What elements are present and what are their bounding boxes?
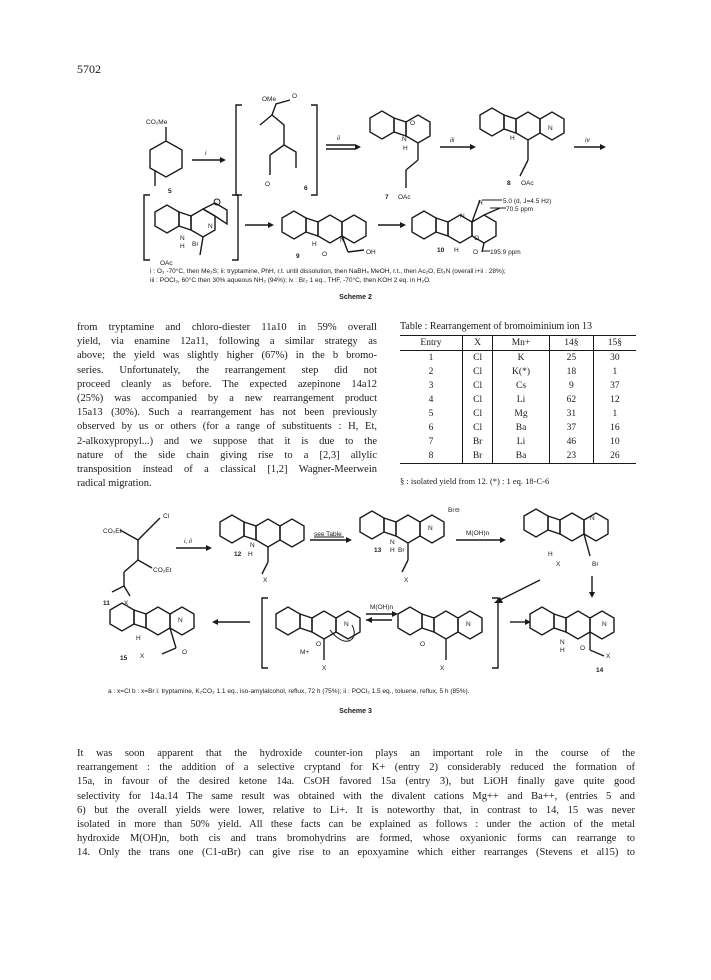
table-cell: Cl [462, 379, 492, 393]
label-co2et-a: CO₂Et [103, 528, 122, 535]
text-line: 6) but the overall yields were lower, relative to Li+. It is noteworthy that, in contrast to 14, 15 was never [77, 804, 635, 816]
label-compound-14: 14 [596, 667, 604, 674]
label-n-int: N [208, 223, 213, 230]
label-o-bottom: O [265, 181, 271, 188]
table-header-cell: Entry [400, 336, 462, 351]
label-h-int3: H [548, 551, 553, 558]
label-h-14: H [560, 647, 565, 654]
label-h-15: H [136, 635, 141, 642]
label-h-7: H [403, 145, 408, 152]
text-line: rearrangement : the addition of a selective cryptand for K+ (entry 2) considerably reduced the formation of [77, 762, 635, 774]
table-cell: Cl [462, 421, 492, 435]
text-line: from tryptamine and chloro-diester 11a10 in 59% overall [77, 322, 377, 333]
table-cell: 8 [400, 449, 462, 464]
text-line: proceed cleanly as before. The expected azepinone 14a12 [77, 378, 377, 390]
page-number: 5702 [77, 62, 101, 76]
table-cell: 1 [593, 407, 636, 421]
text-line: isolated in more than 50% yield. All these facts can be explained as follows : under the action of the metal [77, 819, 635, 831]
table-cell: 10 [593, 435, 636, 449]
table-cell: 31 [549, 407, 593, 421]
scheme-3-title: Scheme 3 [339, 708, 372, 715]
scheme-2-caption-line-1: i : O₃ -70°C, then Me₂S; ii: tryptamine, PhH, r.t. until dissolution, then NaBH₄ MeOH, r.t., then Ac₂O, Et₃N (overall i+ii : 28%); [150, 268, 506, 275]
bracketed-oxyanions [262, 598, 498, 672]
label-o-7: O [410, 120, 416, 127]
label-x-11: X [124, 600, 129, 607]
label-compound-10: 10 [437, 247, 445, 254]
label-h-10b: H [454, 247, 459, 254]
table-cell: 9 [549, 379, 593, 393]
text-line: observed by us or others (for a range of substituents : H, Et, [77, 421, 377, 433]
label-o-10b: O [473, 249, 479, 256]
table-cell: 12 [593, 393, 636, 407]
label-n-central2: N [466, 621, 471, 628]
label-compound-9: 9 [296, 253, 300, 260]
label-o-14: O [580, 645, 586, 652]
label-compound-5: 5 [168, 188, 172, 195]
table-cell: Ba [493, 449, 550, 464]
table-cell: Cl [462, 365, 492, 379]
label-o-15: O [182, 649, 188, 656]
label-br-int: Br [192, 241, 199, 248]
label-h-12: H [248, 551, 253, 558]
label-n-14: N [602, 621, 607, 628]
table-cell: K(*) [493, 365, 550, 379]
table-cell: 1 [428, 353, 434, 363]
moh-label-2: M(OH)n [370, 604, 394, 611]
label-n-central: N [344, 621, 349, 628]
text-line: above; the yield was slightly higher (67%) in the b bromo- [77, 350, 377, 362]
table-cell: 5 [428, 409, 434, 419]
table-header-cell: 15§ [593, 336, 636, 351]
paragraph-2 [77, 747, 635, 861]
text-line: series. Unfortunately, the rearrangement step did not [77, 364, 377, 376]
table-cell: Br [462, 449, 492, 464]
label-h-13: H [390, 547, 395, 554]
label-n-int3: N [590, 515, 595, 522]
table-cell: Cl [462, 407, 492, 421]
label-ome: OMe [262, 96, 277, 103]
label-o-top: O [292, 93, 298, 100]
moh-label-1: M(OH)n [466, 530, 490, 537]
label-n-12: N [250, 542, 255, 549]
label-br-anion: Br⊖ [448, 507, 460, 514]
table-header-cell: Mn+ [493, 336, 550, 351]
label-x-12: X [263, 577, 268, 584]
scheme-3-caption: a : x=Cl b : x=Br i: tryptamine, K₂CO₃ 1.1 eq., iso-amylalcohol, reflux, 72 h (75%); ii : POCl₃ 1.5 eq., toluene, reflux, 5 h (85%). [108, 688, 470, 695]
compound-11 [103, 513, 172, 607]
label-co2me: CO₂Me [146, 119, 168, 126]
table-title: Table : Rearrangement of bromoiminium ion 13 [400, 321, 593, 332]
arrow-ii-label: ii [337, 135, 340, 142]
arrow-i-label: i [205, 150, 207, 157]
arrow-i-ii-label: i, ii [184, 538, 192, 545]
table-cell: Br [462, 435, 492, 449]
table-cell: Ba [493, 421, 550, 435]
label-h-10: H [478, 200, 483, 207]
label-compound-13: 13 [374, 547, 382, 554]
label-x-int3: X [556, 561, 561, 568]
label-n-13: N [428, 525, 433, 532]
table-cell: 2 [428, 367, 434, 377]
label-compound-12: 12 [234, 551, 242, 558]
table-footnote: § : isolated yield from 12. (*) : 1 eq. 18-C-6 [400, 476, 550, 486]
text-line: 15a, in favour of the desired ketone 14a. CsOH favored 15a (entry 3), but LiOH finally gave quite good [77, 776, 635, 788]
label-co2et-b: CO₂Et [153, 567, 172, 574]
table-cell: 26 [593, 449, 636, 464]
text-line: yield, via enamine 12a11, following a similar strategy as [77, 336, 377, 348]
label-o-central: O [316, 641, 322, 648]
label-br-int3: Br [592, 561, 599, 568]
table-cell: 18 [549, 365, 593, 379]
table-cell: 37 [549, 421, 593, 435]
label-x-13: X [404, 577, 409, 584]
label-x-14: X [606, 653, 611, 660]
table-cell: 4 [428, 395, 434, 405]
label-n-15: N [178, 617, 183, 624]
table-cell: 1 [593, 365, 636, 379]
label-nmr-2: 70.5 ppm [506, 206, 534, 213]
label-oh-9: OH [366, 249, 376, 256]
text-line: nature of the side chain giving rise to a [2,3] allylic [77, 449, 377, 461]
compound-14 [530, 607, 614, 674]
arrow-iv-label: iv [585, 137, 590, 144]
label-oac-7: OAc [398, 194, 411, 201]
table-cell: Cl [462, 351, 492, 366]
table-cell: 7 [428, 437, 434, 447]
text-line: 15a13 (30%). Such a rearrangement has not been previously [77, 407, 377, 419]
table-cell: 62 [549, 393, 593, 407]
text-line: hydroxide M(OH)n, both cis and trans bromohydrins are formed, whose oxyanionic forms can rearrange to [77, 833, 635, 845]
table-header-cell: X [462, 336, 492, 351]
label-x-15: X [140, 653, 145, 660]
label-n-10: N [460, 213, 465, 220]
label-h-8: H [510, 135, 515, 142]
table-cell: 25 [549, 351, 593, 366]
compound-13 [360, 507, 460, 584]
label-x-central: X [322, 665, 327, 672]
label-compound-11: 11 [103, 600, 110, 607]
label-oac-8: OAc [521, 180, 534, 187]
table-cell: Li [493, 435, 550, 449]
table-cell: 46 [549, 435, 593, 449]
label-compound-6: 6 [304, 185, 308, 192]
label-nmr-3: 195.9 ppm [490, 249, 521, 256]
label-n-14b: N [560, 639, 565, 646]
table-cell: Mg [493, 407, 550, 421]
label-n-int2: N [180, 235, 185, 242]
arrow-iii-label: iii [450, 137, 455, 144]
label-o-10: O [474, 235, 480, 242]
label-n-13b: N [390, 539, 395, 546]
table-cell: 37 [593, 379, 636, 393]
table-cell: 6 [428, 423, 434, 433]
table-cell: 30 [593, 351, 636, 366]
text-line: It was soon apparent that the hydroxide counter-ion plays an important role in the course of the [77, 748, 635, 759]
label-nmr-1: 5.0 (d, J=4.5 Hz) [503, 198, 552, 205]
label-n-9: N [340, 237, 345, 244]
label-x-central2: X [440, 665, 445, 672]
compound-15 [110, 603, 194, 662]
table-cell: K [493, 351, 550, 366]
text-line: selectivity for 14a.14 The same result was obtained with the divalent cations Mg++ and Ba++, (entries 5 and [77, 790, 635, 802]
label-br-13: Br [398, 547, 405, 554]
label-h-int: H [180, 243, 185, 250]
table-cell: 16 [593, 421, 636, 435]
text-line: radical migration. [77, 478, 152, 490]
label-cl-11: Cl [163, 513, 170, 520]
compound-12 [220, 515, 304, 584]
table-cell: Li [493, 393, 550, 407]
label-n-7: N [402, 136, 407, 143]
text-line: transposition instead of a classical [1,2] Wagner-Meerwein [77, 464, 377, 476]
text-line: 2-alkoxypropyl...) and we suppose that it is due to the [77, 435, 377, 447]
see-table-label: see Table [314, 531, 342, 538]
label-compound-15: 15 [120, 655, 128, 662]
text-line: 14. Only the trans one (C1-αBr) can give rise to an epoxyamine which either rearranges (Stevens et al15) to [77, 847, 635, 859]
table-cell: Cs [493, 379, 550, 393]
scheme-2-title: Scheme 2 [339, 294, 372, 301]
label-compound-8: 8 [507, 180, 511, 187]
text-line: (25%) was accompanied by a new rearrangement product [77, 393, 377, 405]
label-oac-int: OAc [160, 260, 173, 267]
table-header-cell: 14§ [549, 336, 593, 351]
scheme-2-caption-line-2: iii : POCl₃, 60°C then 30% aqueous NH₃ (94%); iv : Br₂ 1 eq., THF, -70°C, then KOH 2 eq. in H₂O. [150, 276, 431, 284]
label-compound-7: 7 [385, 194, 389, 201]
label-o-9: O [322, 251, 328, 258]
label-m-cation: M+ [300, 649, 310, 656]
table-cell: 3 [428, 381, 434, 391]
label-o-central2: O [420, 641, 426, 648]
table-cell: 23 [549, 449, 593, 464]
label-n-8: N [548, 125, 553, 132]
rearrangement-intermediate [524, 509, 608, 568]
table-cell: Cl [462, 393, 492, 407]
label-h-9: H [312, 241, 317, 248]
